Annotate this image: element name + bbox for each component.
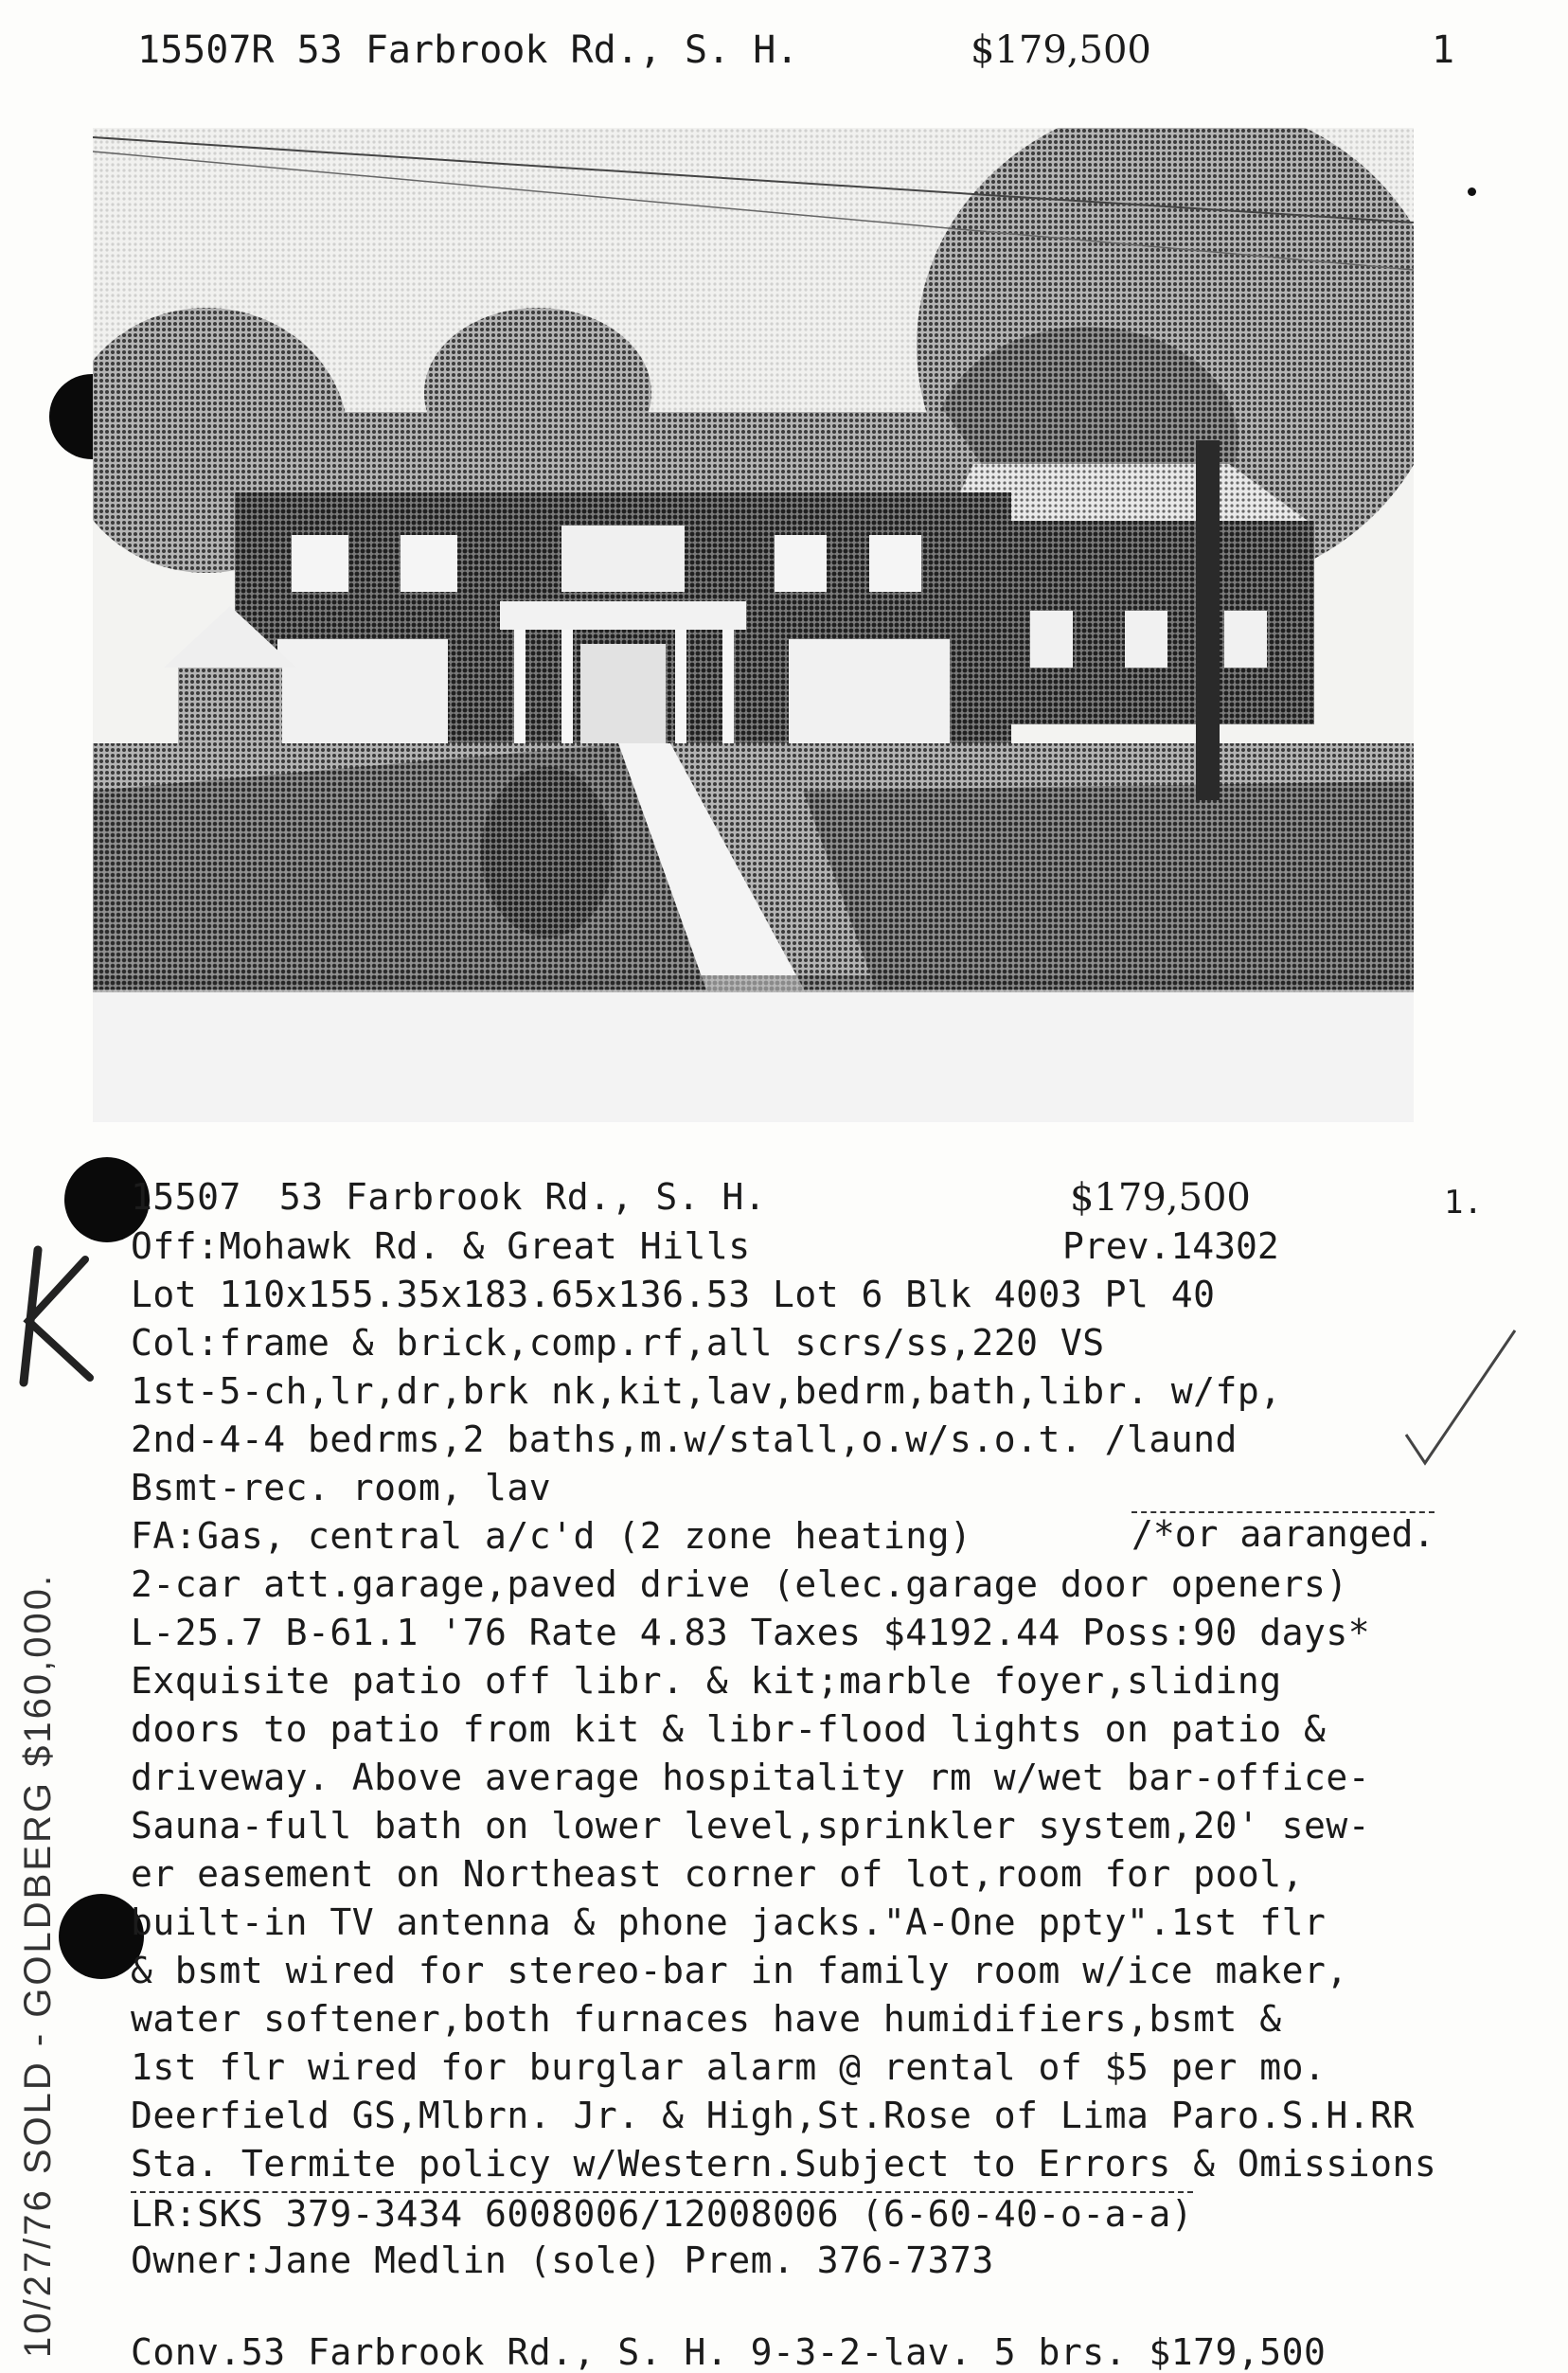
record-line: built-in TV antenna & phone jacks."A-One ppty".1st flr xyxy=(131,1901,1327,1943)
listing-number: 15507R 53 Farbrook Rd., S. H. xyxy=(137,28,799,72)
previous-listing: Prev.14302 xyxy=(1062,1225,1279,1267)
check-mark xyxy=(1392,1321,1524,1472)
record-number: 15507 xyxy=(131,1176,241,1218)
record-line: Lot 110x155.35x183.65x136.53 Lot 6 Blk 4003 Pl 40 xyxy=(131,1274,1216,1315)
handwritten-k-mark xyxy=(0,1240,104,1392)
record-line: er easement on Northeast corner of lot,room for pool, xyxy=(131,1853,1305,1895)
listing-price: $179,500 xyxy=(971,28,1151,72)
record-line: Owner:Jane Medlin (sole) Prem. 376-7373 xyxy=(131,2239,994,2281)
record-line: Col:frame & brick,comp.rf,all scrs/ss,220 VS xyxy=(131,1322,1105,1364)
record-page: 1. xyxy=(1444,1184,1483,1222)
page-number: 1 xyxy=(1432,28,1455,72)
record-line: L-25.7 B-61.1 '76 Rate 4.83 Taxes $4192.44 Poss:90 days* xyxy=(131,1612,1371,1653)
record-address: 53 Farbrook Rd., S. H. xyxy=(278,1176,767,1218)
record-line: Deerfield GS,Mlbrn. Jr. & High,St.Rose of Lima Paro.S.H.RR xyxy=(131,2095,1415,2136)
record-line: 1st-5-ch,lr,dr,brk nk,kit,lav,bedrm,bath,libr. w/fp, xyxy=(131,1370,1282,1412)
record-price: $179,500 xyxy=(1070,1176,1251,1220)
record-line: Sta. Termite policy w/Western.Subject to Errors & Omissions xyxy=(131,2143,1437,2185)
record-line: LR:SKS 379-3434 6008006/12008006 (6-60-40-o-a-a) xyxy=(131,2193,1194,2235)
record-line: Off:Mohawk Rd. & Great Hills xyxy=(131,1225,751,1267)
record-line: driveway. Above average hospitality rm w/wet bar-office- xyxy=(131,1757,1371,1798)
record-line: FA:Gas, central a/c'd (2 zone heating) xyxy=(131,1515,972,1557)
record-line: 2-car att.garage,paved drive (elec.garage door openers) xyxy=(131,1563,1348,1605)
record-line: 1st flr wired for burglar alarm @ rental of $5 per mo. xyxy=(131,2046,1327,2088)
property-photo xyxy=(93,128,1414,1122)
conveyance-line: Conv.53 Farbrook Rd., S. H. 9-3-2-lav. 5 brs. $179,500 xyxy=(131,2331,1327,2373)
arranged-note: /*or aaranged. xyxy=(1131,1513,1435,1555)
record-line: water softener,both furnaces have humidifiers,bsmt & xyxy=(131,1998,1282,2040)
record-line: Exquisite patio off libr. & kit;marble foyer,sliding xyxy=(131,1660,1282,1702)
margin-sold-note: 10/27/76 SOLD - GOLDBERG $160,000. xyxy=(17,1572,59,2358)
record-line: Bsmt-rec. room, lav xyxy=(131,1467,552,1508)
speck xyxy=(1468,187,1476,196)
record-line: & bsmt wired for stereo-bar in family room w/ice maker, xyxy=(131,1950,1348,1991)
record-line: 2nd-4-4 bedrms,2 baths,m.w/stall,o.w/s.o.t. /laund xyxy=(131,1418,1238,1460)
record-line-1 xyxy=(131,1176,766,1218)
record-line: doors to patio from kit & libr-flood lights on patio & xyxy=(131,1708,1327,1750)
record-line: Sauna-full bath on lower level,sprinkler system,20' sew- xyxy=(131,1805,1371,1847)
